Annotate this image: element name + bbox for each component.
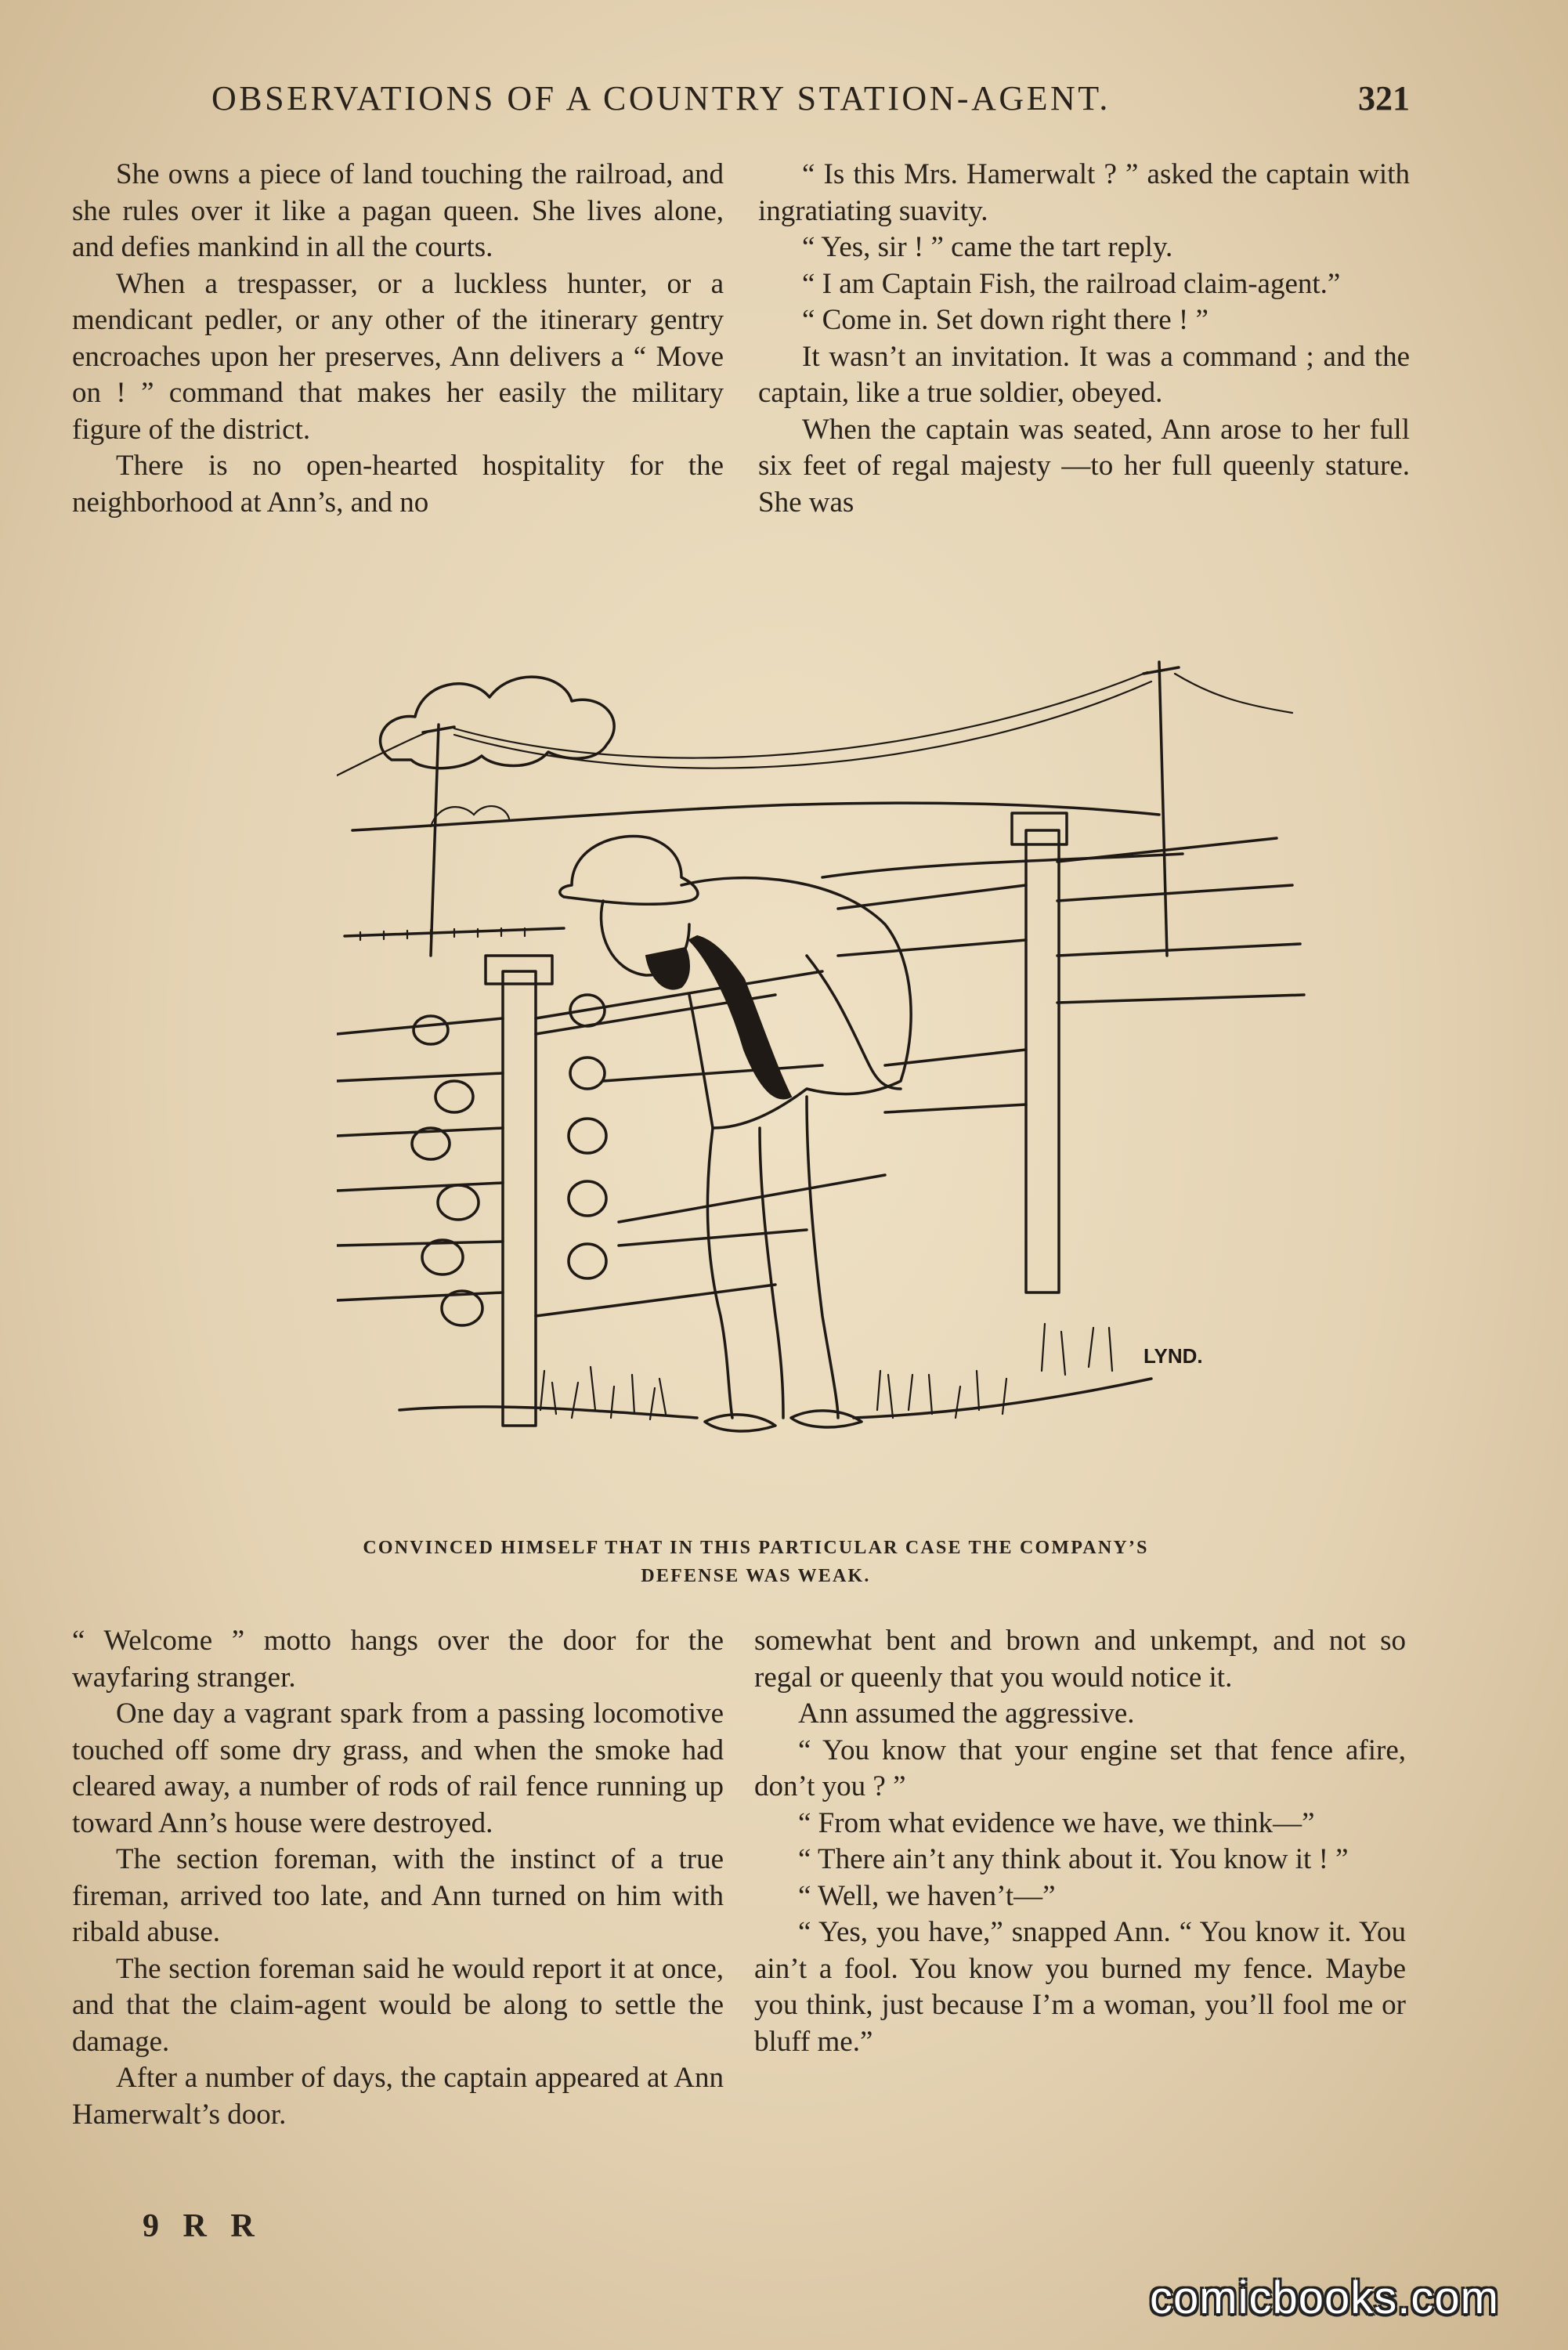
- log-end: [435, 1081, 473, 1112]
- paragraph: The section foreman, with the instinct of a true fireman, arrived too late, and Ann turned on him with ribald abuse.: [72, 1843, 724, 1948]
- log-end: [569, 1244, 606, 1278]
- paragraph: When a trespasser, or a luckless hunter, or a mendicant pedler, or any other of the itinerary gentry encroaches upon her preserves, Ann delivers a “ Move on ! ” command that makes her easily the military figure of the district.: [72, 267, 724, 446]
- log-end: [414, 1016, 448, 1044]
- text-column-top-right: [758, 157, 1410, 521]
- paragraph: “ There ain’t any think about it. You know it ! ”: [798, 1843, 1349, 1875]
- man-shoe: [705, 1415, 775, 1431]
- paragraph: One day a vagrant spark from a passing locomotive touched off some dry grass, and when the smoke had cleared away, a number of rods of rail fence running up toward Ann’s house were destroyed.: [72, 1697, 724, 1839]
- burned-rail: [619, 1230, 807, 1246]
- telegraph-pole-left: [431, 725, 439, 956]
- text-column-bottom-right: [754, 1623, 1406, 2060]
- burned-rail: [536, 1285, 775, 1316]
- paragraph: There is no open-hearted hospitality for the neighborhood at Ann’s, and no: [72, 450, 724, 519]
- log-end: [442, 1291, 482, 1325]
- paragraph: “ Is this Mrs. Hamerwalt ? ” asked the captain with ingratiating suavity.: [758, 158, 1410, 227]
- fence-rail: [838, 940, 1026, 956]
- paragraph: The section foreman said he would report it at once, and that the claim-agent would be along to settle the damage.: [72, 1952, 724, 2058]
- log-end: [570, 1058, 605, 1089]
- cloud: [381, 677, 615, 768]
- watermark: comicbooks.com: [1150, 2272, 1499, 2323]
- horizon-line: [352, 803, 1159, 830]
- man-shoe: [791, 1411, 862, 1427]
- illustration-caption: [235, 1534, 1277, 1590]
- running-title: OBSERVATIONS OF A COUNTRY STATION-AGENT.: [211, 79, 1111, 118]
- paragraph: “ I am Captain Fish, the railroad claim-agent.”: [802, 267, 1341, 300]
- burned-rail: [619, 1175, 885, 1222]
- paragraph: “ Yes, sir ! ” came the tart reply.: [802, 231, 1173, 263]
- fence-rail: [1057, 838, 1277, 862]
- paragraph: “ You know that your engine set that fence afire, don’t you ? ”: [754, 1734, 1406, 1802]
- fence-rail: [838, 885, 1026, 909]
- paragraph: When the captain was seated, Ann arose to her full six feet of regal majesty —to her full queenly stature. She was: [758, 413, 1410, 519]
- fence-rail: [337, 1183, 503, 1191]
- printer-signature-mark: 9 R R: [143, 2208, 262, 2244]
- hill-line: [822, 854, 1183, 877]
- paragraph: After a number of days, the captain appeared at Ann Hamerwalt’s door.: [72, 2062, 724, 2131]
- man-hat: [560, 837, 698, 905]
- paragraph: Ann assumed the aggressive.: [798, 1697, 1135, 1730]
- fence-rail: [337, 1073, 503, 1081]
- fence-post-right: [1026, 830, 1059, 1292]
- fence-post-left-cap: [486, 956, 552, 984]
- telegraph-wire: [1175, 674, 1292, 713]
- caption-line: DEFENSE WAS WEAK.: [641, 1566, 871, 1586]
- paragraph: “ Come in. Set down right there ! ”: [802, 304, 1209, 336]
- pole-crossbar-right: [1143, 667, 1179, 674]
- man-arm: [807, 956, 901, 1089]
- fence-post-left: [503, 971, 536, 1426]
- fence-rail: [337, 1242, 503, 1246]
- burned-rail: [603, 1065, 822, 1081]
- text-column-bottom-left: [72, 1623, 724, 2133]
- caption-line: CONVINCED HIMSELF THAT IN THIS PARTICULAR CASE THE COMPANY’S: [363, 1538, 1149, 1558]
- log-end: [569, 1181, 606, 1216]
- paragraph: “ Well, we haven’t—”: [798, 1879, 1056, 1912]
- fence-rail: [1057, 944, 1300, 956]
- man-trousers: [707, 1128, 732, 1418]
- fence-rail: [885, 1104, 1026, 1112]
- text-column-top-left: [72, 157, 724, 521]
- man-coat: [681, 878, 911, 1128]
- paragraph: “ Yes, you have,” snapped Ann. “ You know it. You ain’t a fool. You know you burned my fence. Maybe you think, just because I’m a woman, you’ll fool me or bluff me.”: [754, 1916, 1406, 2058]
- page-number: 321: [1358, 79, 1410, 118]
- paragraph: “ From what evidence we have, we think—”: [798, 1806, 1315, 1839]
- page-header: [211, 78, 1410, 125]
- log-end: [422, 1240, 463, 1274]
- fence-rail: [1057, 885, 1292, 901]
- illustration-drawing: [337, 627, 1308, 1512]
- man-trousers: [760, 1128, 783, 1418]
- artist-signature: LYND.: [1143, 1344, 1203, 1368]
- paragraph: “ Welcome ” motto hangs over the door for the wayfaring stranger.: [72, 1625, 724, 1694]
- paragraph: somewhat bent and brown and unkempt, and not so regal or queenly that you would notice it.: [754, 1625, 1406, 1694]
- fence-rail: [1057, 995, 1304, 1003]
- log-end: [438, 1185, 479, 1220]
- telegraph-wire: [337, 732, 427, 776]
- man-beard: [646, 948, 689, 989]
- paragraph: She owns a piece of land touching the railroad, and she rules over it like a pagan queen. She lives alone, and defies mankind in all the courts.: [72, 158, 724, 263]
- paragraph: It wasn’t an invitation. It was a command ; and the captain, like a true soldier, obeyed.: [758, 340, 1410, 409]
- log-end: [569, 1119, 606, 1153]
- man-trousers: [807, 1097, 838, 1418]
- fence-illustration: [337, 627, 1308, 1512]
- telegraph-pole-right: [1159, 662, 1167, 956]
